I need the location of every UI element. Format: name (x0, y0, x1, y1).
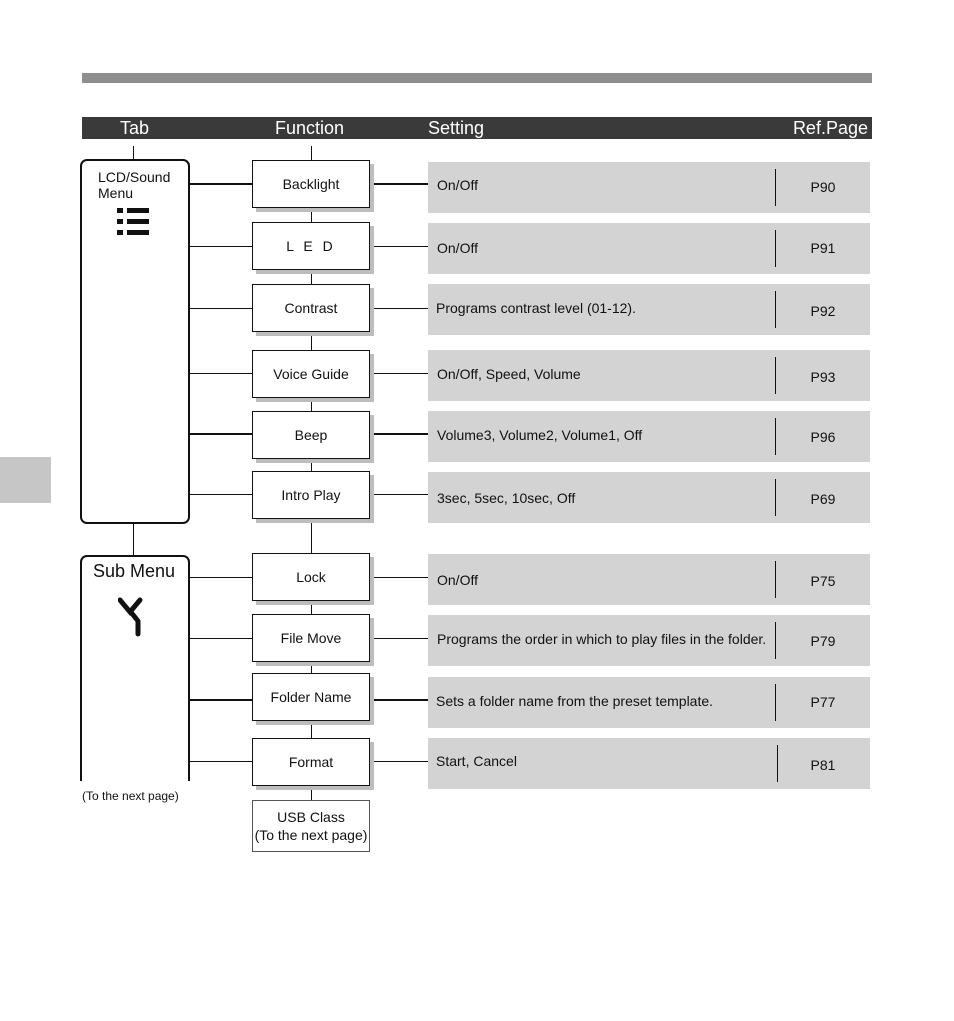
ref-page: P91 (810, 240, 836, 256)
setting-row-lock (428, 554, 870, 605)
link-setting-format (370, 761, 428, 762)
setting-text: 3sec, 5sec, 10sec, Off (437, 490, 576, 506)
function-led[interactable]: L E D (252, 222, 370, 270)
link-setting-file-move (370, 638, 428, 639)
link-tab-beep (190, 433, 252, 435)
function-usb-class[interactable] (252, 800, 370, 852)
function-file-move[interactable]: File Move (252, 614, 370, 662)
tab-sub-menu[interactable] (80, 555, 190, 781)
setting-row-intro-play (428, 472, 870, 523)
ref-separator (775, 169, 776, 206)
tab-sub-menu-label: Sub Menu (93, 561, 176, 581)
ref-separator (775, 230, 776, 267)
setting-row-beep (428, 411, 870, 462)
function-backlight[interactable]: Backlight (252, 160, 370, 208)
menu-list-icon (117, 207, 151, 237)
setting-row-file-move (428, 615, 870, 666)
function-lock[interactable]: Lock (252, 553, 370, 601)
setting-row-voice-guide (428, 350, 870, 401)
ref-page: P81 (810, 757, 836, 773)
link-tab-format (190, 761, 252, 762)
header-function: Function (275, 118, 345, 138)
link-setting-folder-name (370, 699, 428, 701)
function-beep[interactable]: Beep (252, 411, 370, 459)
ref-separator (775, 479, 776, 516)
link-setting-backlight (370, 183, 428, 185)
function-voice-guide[interactable]: Voice Guide (252, 350, 370, 398)
link-tab-backlight (190, 183, 252, 185)
ref-separator (775, 622, 776, 659)
setting-text: Start, Cancel (436, 753, 517, 769)
header-ref-page: Ref.Page (792, 118, 868, 138)
header-setting: Setting (428, 118, 485, 138)
setting-text: On/Off (437, 240, 478, 256)
table-header (82, 117, 872, 139)
setting-text: Programs the order in which to play files in the folder. (437, 631, 767, 647)
wrench-icon (118, 594, 148, 638)
usb-class-label: USB Class (277, 809, 345, 825)
link-setting-contrast (370, 308, 428, 309)
ref-separator (775, 418, 776, 455)
setting-text: On/Off (437, 177, 478, 193)
setting-row-folder-name (428, 677, 870, 728)
setting-row-led (428, 223, 870, 274)
link-tab-lock (190, 577, 252, 578)
tab-connector-top (133, 146, 134, 160)
link-setting-lock (370, 577, 428, 578)
setting-text: Volume3, Volume2, Volume1, Off (437, 427, 643, 443)
usb-class-next-page: (To the next page) (254, 827, 368, 843)
function-contrast[interactable]: Contrast (252, 284, 370, 332)
ref-separator (775, 357, 776, 394)
tab-lcd-sound-label: LCD/Sound Menu (98, 169, 171, 201)
tab-lcd-sound-menu[interactable] (80, 159, 190, 524)
setting-row-contrast (428, 284, 870, 335)
setting-text: On/Off (437, 572, 478, 588)
ref-separator (775, 291, 776, 328)
ref-page: P77 (810, 694, 836, 710)
header-tab: Tab (120, 118, 150, 138)
setting-text: Sets a folder name from the preset template. (436, 693, 714, 709)
ref-page: P90 (810, 179, 836, 195)
ref-separator (775, 684, 776, 721)
link-tab-intro-play (190, 494, 252, 495)
function-intro-play[interactable]: Intro Play (252, 471, 370, 519)
link-tab-voice-guide (190, 373, 252, 374)
top-rule-bar (82, 73, 872, 83)
link-tab-folder-name (190, 699, 252, 701)
ref-separator (777, 745, 778, 782)
ref-page: P79 (810, 633, 836, 649)
ref-separator (775, 561, 776, 598)
tab-connector-middle (133, 523, 134, 556)
chapter-side-tab (0, 457, 51, 503)
ref-page: P92 (810, 303, 836, 319)
function-folder-name[interactable]: Folder Name (252, 673, 370, 721)
ref-page: P93 (810, 369, 836, 385)
setting-row-format (428, 738, 870, 789)
link-setting-beep (370, 433, 428, 435)
function-format[interactable]: Format (252, 738, 370, 786)
setting-row-backlight (428, 162, 870, 213)
ref-page: P69 (810, 491, 836, 507)
ref-page: P96 (810, 429, 836, 445)
link-setting-voice-guide (370, 373, 428, 374)
tab-next-page-note: (To the next page) (82, 789, 179, 803)
setting-text: On/Off, Speed, Volume (437, 366, 581, 382)
link-tab-contrast (190, 308, 252, 309)
link-setting-led (370, 246, 428, 247)
link-tab-led (190, 246, 252, 247)
link-tab-file-move (190, 638, 252, 639)
ref-page: P75 (810, 573, 836, 589)
setting-text: Programs contrast level (01-12). (436, 300, 636, 316)
link-setting-intro-play (370, 494, 428, 495)
